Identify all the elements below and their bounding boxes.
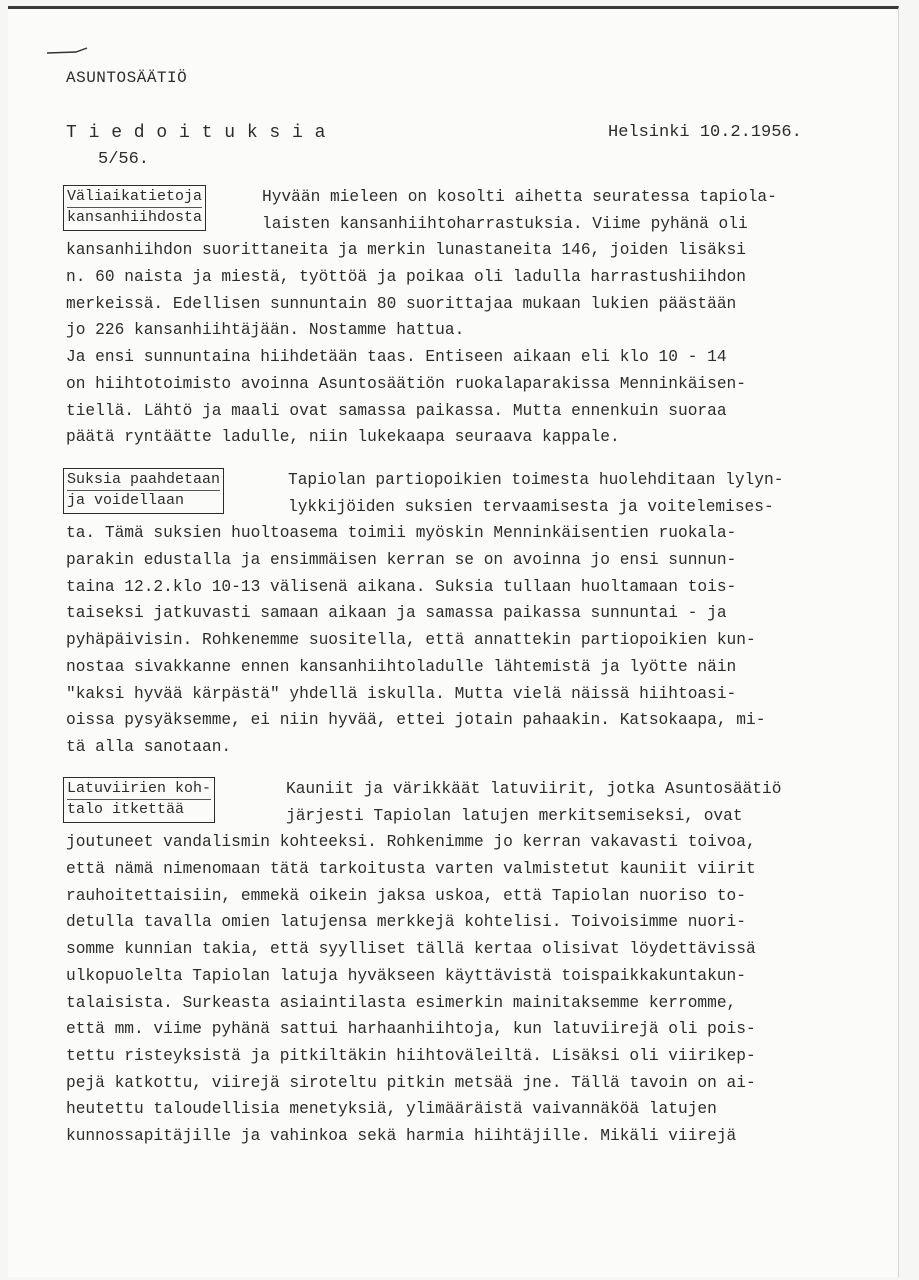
side-heading-line: kansanhiihdosta [67,209,203,226]
text-line: päätä ryntäätte ladulle, niin lukekaapa seuraava kappale. [66,428,620,447]
side-heading-line: Suksia paahdetaan [67,471,221,488]
text-line: parakin edustalla ja ensimmäisen kerran se on avoinna jo ensi sunnun- [66,551,737,570]
text-line: talaisista. Surkeasta asiaintilasta esimerkin mainitaksemme kerromme, [66,993,737,1012]
text-line: Kauniit ja värikkäät latuviirit, jotka Asuntosäätiö [286,780,782,798]
section-suksien-huolto [66,467,866,761]
text-line: pyhäpäivisin. Rohkenemme suositella, että annattekin partiopoikien kun- [66,631,756,650]
text-line: nostaa sivakkanne ennen kansanhiihtoladulle lähtemistä ja lyötte näin [66,657,737,676]
text-line: "kaksi hyvää kärpästä" yhdellä iskulla. Mutta vielä näissä hiihtoasi- [66,684,737,703]
text-line: rauhoitettaisiin, emmekä oikein jaksa uskoa, että Tapiolan nuoriso to- [66,886,746,905]
text-line: tiellä. Lähtö ja maali ovat samassa paikassa. Mutta ennenkuin suoraa [66,401,727,420]
text-line: Ja ensi sunnuntaina hiihdetään taas. Entiseen aikaan eli klo 10 - 14 [66,348,727,367]
text-line: taiseksi jatkuvasti samaan aikaan ja samassa paikassa sunnuntai - ja [66,604,727,623]
pen-mark [46,47,88,55]
text-line: lykkijöiden suksien tervaamisesta ja voitelemises- [288,497,774,516]
text-line: jo 226 kansanhiihtäjään. Nostamme hattua. [66,321,465,340]
text-line: että mm. viime pyhänä sattui harhaanhiihtoja, kun latuviirejä oli pois- [66,1020,756,1039]
side-heading-line: ja voidellaan [67,490,220,511]
text-line: tettu risteyksistä ja pitkiltäkin hiihtoväleiltä. Lisäksi oli viirikep- [66,1046,756,1065]
text-line: Hyvään mieleen on kosolti aihetta seuratessa tapiola- [262,188,777,206]
side-heading-line: Latuviirien koh- [67,780,212,797]
text-line: heutettu taloudellisia menetyksiä, ylimääräistä vaivannäköä latujen [66,1100,717,1119]
document-date: Helsinki 10.2.1956. [608,123,802,142]
section-kansanhiihto [66,184,866,451]
text-line: pejä katkottu, viirejä siroteltu pitkin metsää jne. Tällä tavoin on ai- [66,1073,756,1092]
text-line: kansanhiihdon suorittaneita ja merkin lunastaneita 146, joiden lisäksi [66,241,746,260]
side-heading-box [63,185,206,231]
text-line: oissa pysyäksemme, ei niin hyvää, ettei jotain pahaakin. Katsokaapa, mi- [66,711,766,730]
text-line: detulla tavalla omien latujensa merkkejä kohtelisi. Toivoisimme nuori- [66,913,746,932]
side-heading-box [63,777,215,823]
text-line: että nämä nimenomaan tätä tarkoitusta varten valmistetut kauniit viirit [66,860,756,879]
organization-name: ASUNTOSÄÄTIÖ [66,69,188,87]
side-heading-line: Väliaikatietoja [67,188,203,205]
text-line: taina 12.2.klo 10-13 välisenä aikana. Suksia tullaan huoltamaan tois- [66,577,737,596]
text-line: järjesti Tapiolan latujen merkitsemiseksi, ovat [286,806,743,825]
text-line: laisten kansanhiihtoharrastuksia. Viime pyhänä oli [262,214,748,233]
section-latuviirit [66,776,866,1150]
text-line: tä alla sanotaan. [66,737,232,756]
side-heading-line: talo itkettää [67,799,211,820]
text-line: Tapiolan partiopoikien toimesta huolehditaan lylyn- [288,471,784,489]
text-line: joutuneet vandalismin kohteeksi. Rohkenimme jo kerran vakavasti toivoa, [66,833,756,852]
text-line: kunnossapitäjille ja vahinkoa sekä harmia hiihtäjille. Mikäli viirejä [66,1126,737,1145]
document-title: T i e d o i t u k s i a [66,123,326,143]
issue-number: 5/56. [98,150,150,169]
side-heading-box [63,468,224,514]
text-line: ta. Tämä suksien huoltoasema toimii myöskin Menninkäisentien ruokala- [66,524,737,543]
text-line: somme kunnian takia, että syylliset tällä kertaa olisivat löydettävissä [66,940,756,959]
text-line: merkeissä. Edellisen sunnuntain 80 suorittajaa mukaan lukien päästään [66,294,737,313]
text-line: n. 60 naista ja miestä, työttöä ja poikaa oli ladulla harrastushiihdon [66,268,746,287]
text-line: on hiihtotoimisto avoinna Asuntosäätiön ruokalaparakissa Menninkäisen- [66,374,746,393]
text-line: ulkopuolelta Tapiolan latuja hyväkseen käyttävistä toispaikkakuntakun- [66,966,746,985]
